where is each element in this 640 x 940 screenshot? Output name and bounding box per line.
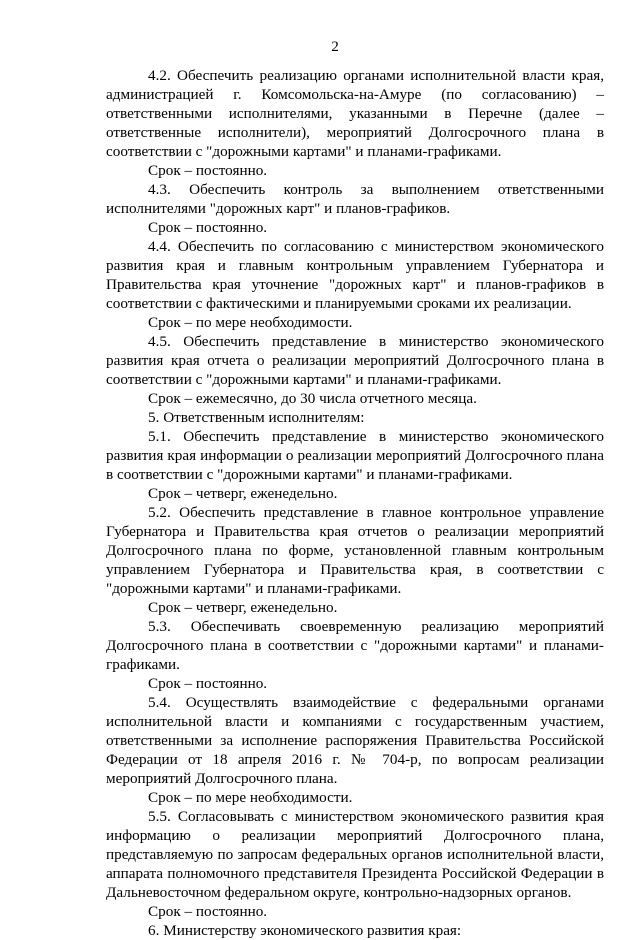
paragraph: Срок – постоянно. [148,162,268,179]
paragraph: 5.1. Обеспечить представление в министерство экономического развития края информации о реализации мероприятий Долгосрочного плана в соответствии с "дорожными картами" и планами-графиками. [106,428,604,483]
paragraph: Срок – по мере необходимости. [148,789,353,806]
document-body [106,66,604,940]
paragraph: Срок – постоянно. [148,219,268,236]
paragraph: 4.3. Обеспечить контроль за выполнением ответственными исполнителями "дорожных карт" и планов-графиков. [106,181,604,217]
paragraph: Срок – четверг, еженедельно. [148,485,338,502]
paragraph: 4.5. Обеспечить представление в министерство экономического развития края отчета о реализации мероприятий Долгосрочного плана в соответствии с "дорожными картами" и планами-графиками. [106,333,604,388]
paragraph: 4.2. Обеспечить реализацию органами исполнительной власти края, администрацией г. Комсомольска-на-Амуре (по согласованию) – ответственными исполнителями, указанными в Перечне (далее – ответственные исполнители), мероприятий Долгосрочного плана в соответствии с "дорожными картами" и планами-графиками. [106,67,604,160]
paragraph: 5.4. Осуществлять взаимодействие с федеральными органами исполнительной власти и компаниями с государственным участием, ответственными за исполнение распоряжения Правительства Российской Федерации от 18 апреля 2016 г. № 704-р, по вопросам реализации мероприятий Долгосрочного плана. [106,694,604,787]
paragraph: Срок – четверг, еженедельно. [148,599,338,616]
paragraph: Срок – ежемесячно, до 30 числа отчетного месяца. [148,390,477,407]
paragraph: 6. Министерству экономического развития края: [148,922,462,939]
paragraph: 5.5. Согласовывать с министерством экономического развития края информацию о реализации мероприятий Долгосрочного плана, представляемую по запросам федеральных органов исполнительной власти, аппарата полномочного представителя Президента Российской Федерации в Дальневосточном федеральном округе, контрольно-надзорных органов. [106,808,604,901]
paragraph: Срок – по мере необходимости. [148,314,353,331]
paragraph: Срок – постоянно. [148,903,268,920]
paragraph: 4.4. Обеспечить по согласованию с министерством экономического развития края и главным контрольным управлением Губернатора и Правительства края уточнение "дорожных карт" и планов-графиков в соответствии с фактическими и планируемыми сроками их реализации. [106,238,604,312]
paragraph: 5.3. Обеспечивать своевременную реализацию мероприятий Долгосрочного плана в соответствии с "дорожными картами" и планами-графиками. [106,618,604,673]
paragraph: Срок – постоянно. [148,675,268,692]
paragraph: 5. Ответственным исполнителям: [148,409,365,426]
paragraph: 5.2. Обеспечить представление в главное контрольное управление Губернатора и Правительства края отчетов о реализации мероприятий Долгосрочного плана по форме, установленной главным контрольным управлением Губернатора и Правительства края, в соответствии с "дорожными картами" и планами-графиками. [106,504,604,597]
page-number: 2 [331,38,339,55]
